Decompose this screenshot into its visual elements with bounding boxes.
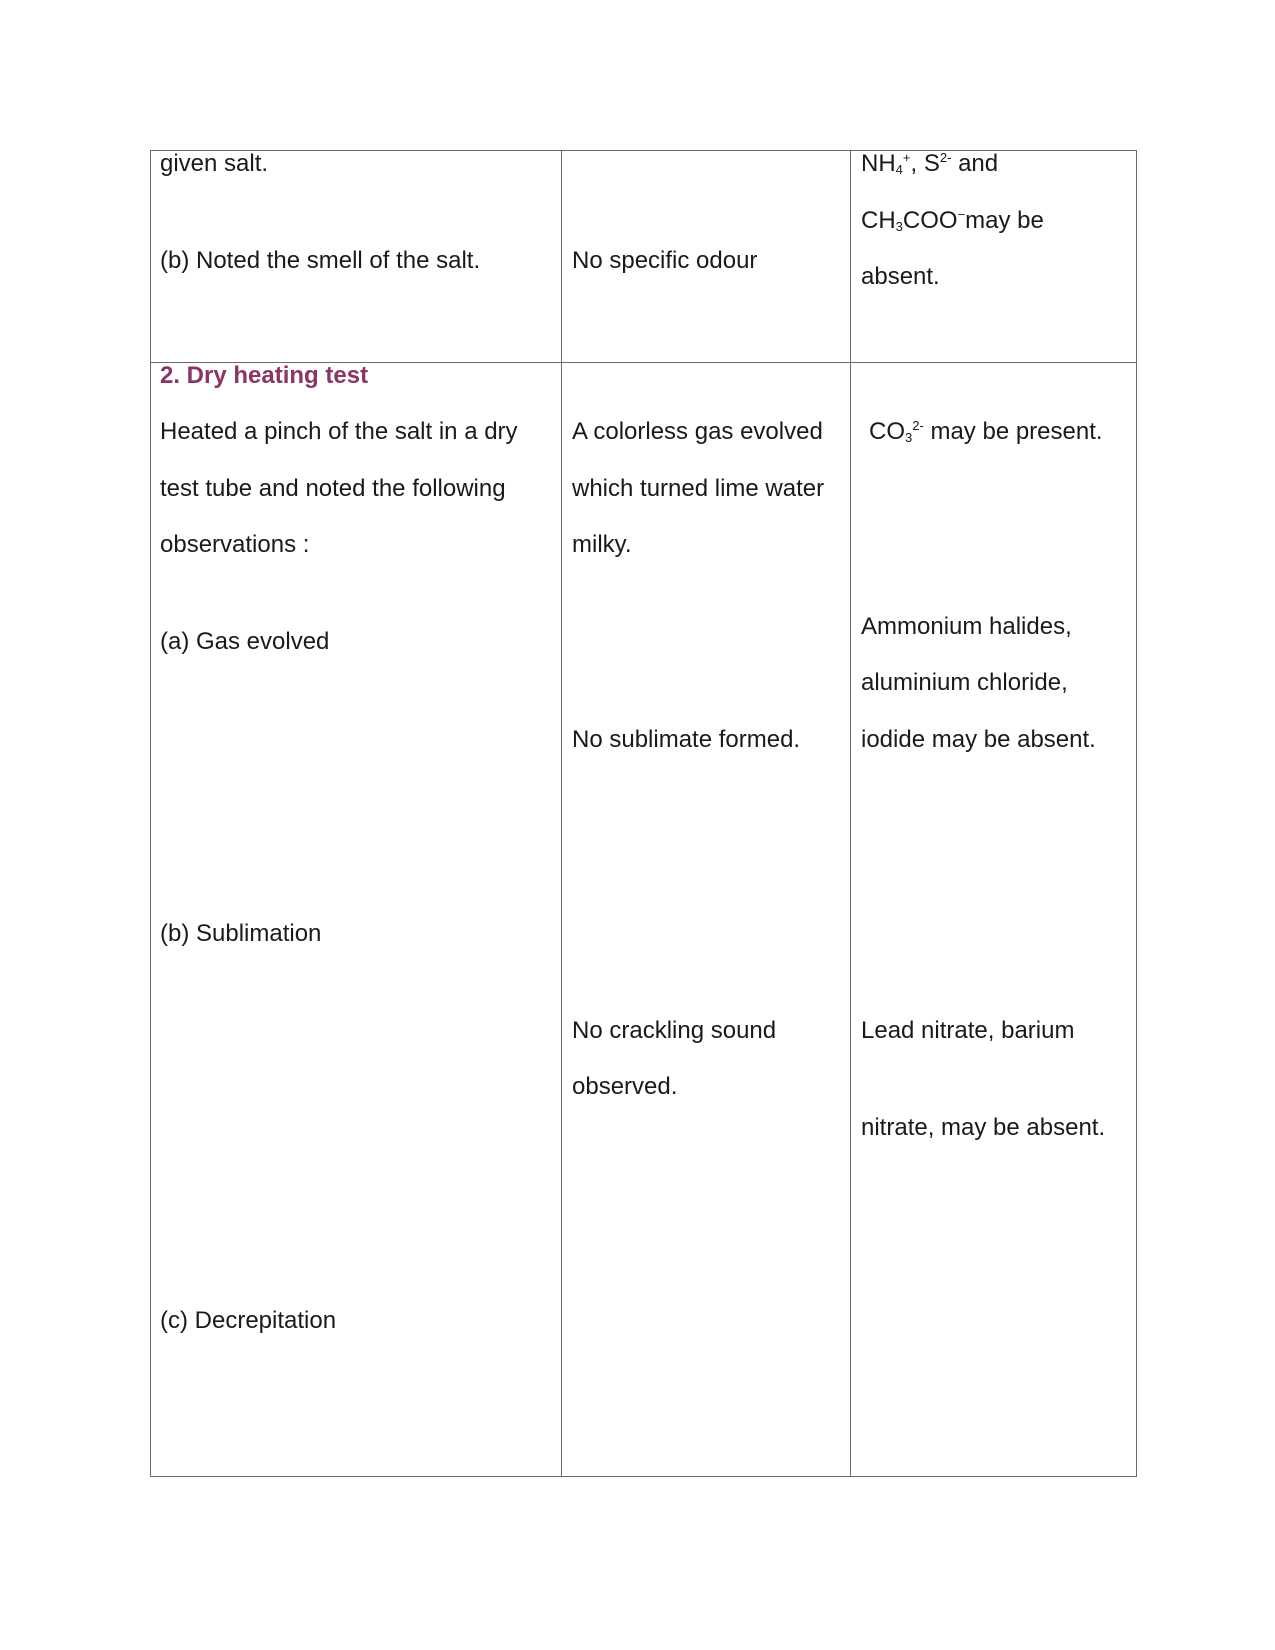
- row2-col2-obs3-line2: observed.: [572, 1073, 678, 1100]
- table-border: [150, 150, 1137, 1477]
- row2-col1-item-a: (a) Gas evolved: [160, 628, 330, 655]
- row2-col2-obs1-line3: milky.: [572, 531, 632, 558]
- row2-col3-inf3-line1: Lead nitrate, barium: [861, 1017, 1075, 1044]
- row2-col1-item-b: (b) Sublimation: [160, 920, 322, 947]
- row2-col3-inf1: $CO_3^{2-}$ may be present.: [869, 418, 1103, 445]
- row2-col1-item-c: (c) Decrepitation: [160, 1307, 337, 1334]
- section-heading-dry-heating: 2. Dry heating test: [160, 362, 369, 389]
- row1-col3-line1: $NH_4^+$, $S^{2-}$ and: [861, 150, 999, 177]
- row1-col1-line1: given salt.: [160, 150, 269, 177]
- row2-col1-intro3: observations :: [160, 531, 310, 558]
- row1-col1-line2: (b) Noted the smell of the salt.: [160, 247, 481, 274]
- row2-col1-intro2: test tube and noted the following: [160, 475, 506, 502]
- row2-col3-inf2-line2: aluminium chloride,: [861, 669, 1068, 696]
- row2-col2-obs1-line1: A colorless gas evolved: [572, 418, 823, 445]
- column-divider-1: [561, 150, 562, 1477]
- row1-col3-line3: absent.: [861, 263, 940, 290]
- row2-col2-obs2: No sublimate formed.: [572, 726, 801, 753]
- column-divider-2: [850, 150, 851, 1477]
- row2-col2-obs3-line1: No crackling sound: [572, 1017, 777, 1044]
- row2-col1-intro1: Heated a pinch of the salt in a dry: [160, 418, 518, 445]
- row2-col2-obs1-line2: which turned lime water: [572, 475, 825, 502]
- row2-col3-inf3-line2: nitrate, may be absent.: [861, 1114, 1106, 1141]
- row1-col2-line1: No specific odour: [572, 247, 758, 274]
- row2-col3-inf2-line1: Ammonium halides,: [861, 613, 1072, 640]
- row1-col3-line2: $CH_3COO^-may$ be: [861, 207, 1044, 234]
- row2-col3-inf2-line3: iodide may be absent.: [861, 726, 1096, 753]
